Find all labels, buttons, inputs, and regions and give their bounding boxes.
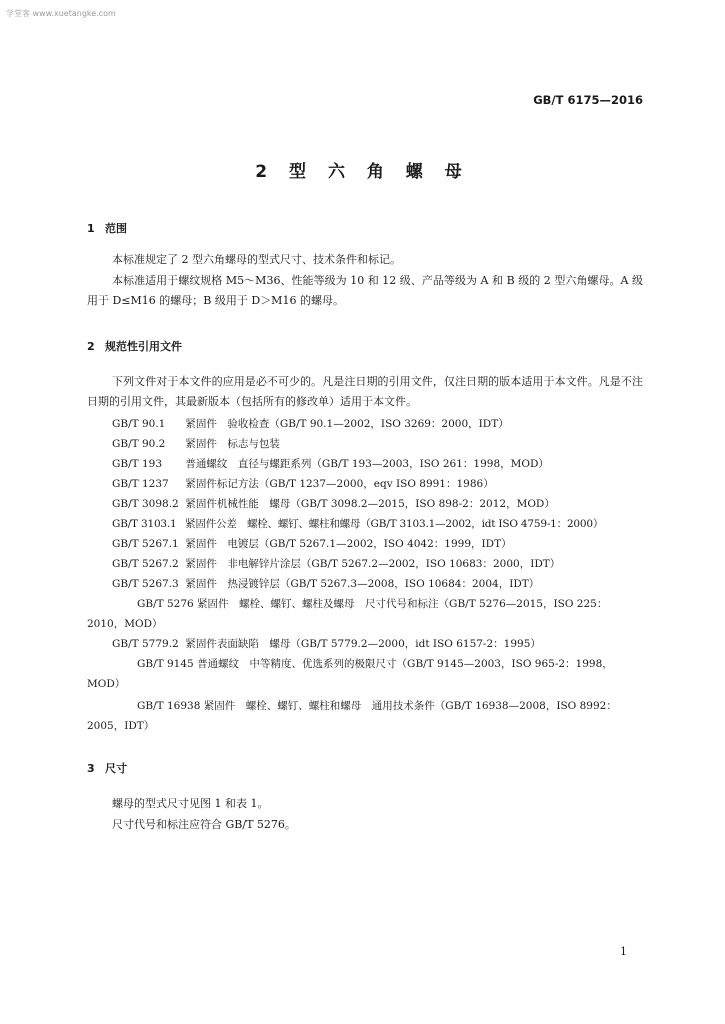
- reference-item: [112, 454, 643, 474]
- section-title: 尺寸: [105, 762, 127, 775]
- reference-code: GB/T 1237: [112, 478, 169, 490]
- section-title: 范围: [105, 222, 127, 235]
- dimensions-paragraph-1: 螺母的型式尺寸见图 1 和表 1。: [112, 797, 269, 810]
- section-number: 3: [87, 762, 95, 775]
- scope-paragraph-2: 本标准适用于螺纹规格 M5～M36、性能等级为 10 和 12 级、产品等级为 A 和 B 级的 2 型六角螺母。A 级用于 D≤M16 的螺母；B 级用于 D＞M16 的螺母。: [87, 274, 643, 307]
- section-2-heading: [87, 338, 182, 354]
- normative-intro: 下列文件对于本文件的应用是必不可少的。凡是注日期的引用文件，仅注日期的版本适用于本文件。凡是不注日期的引用文件，其最新版本（包括所有的修改单）适用于本文件。: [87, 375, 643, 408]
- reference-text: 普通螺纹 中等精度、优选系列的极限尺寸（GB/T 9145—2003，ISO 965-2：1998，MOD）: [87, 658, 613, 690]
- standard-number: GB/T 6175—2016: [533, 93, 643, 107]
- reference-text: 紧固件 验收检查（GB/T 90.1—2002，ISO 3269：2000，IDT）: [185, 418, 509, 430]
- reference-code: GB/T 16938: [137, 700, 201, 712]
- reference-text: 紧固件机械性能 螺母（GB/T 3098.2—2015，ISO 898-2：2012，MOD）: [185, 498, 555, 510]
- reference-item: [112, 574, 643, 594]
- reference-item: [112, 634, 643, 654]
- reference-item: [87, 654, 643, 694]
- reference-code: GB/T 9145: [137, 658, 194, 670]
- page-title: 2 型 六 角 螺 母: [255, 162, 470, 182]
- reference-code: GB/T 5779.2: [112, 638, 179, 650]
- section-number: 1: [87, 222, 95, 235]
- reference-item: [112, 474, 643, 494]
- reference-code: GB/T 90.2: [112, 438, 166, 450]
- reference-item: [87, 594, 643, 634]
- reference-item: [112, 554, 643, 574]
- reference-item: [112, 414, 643, 434]
- reference-text: 紧固件标记方法（GB/T 1237—2000，eqv ISO 8991：1986）: [185, 478, 494, 490]
- reference-code: GB/T 5276: [137, 598, 194, 610]
- reference-item: [112, 534, 643, 554]
- reference-text: 紧固件 螺栓、螺钉、螺柱和螺母 通用技术条件（GB/T 16938—2008，ISO 8992：2005，IDT）: [87, 700, 617, 732]
- reference-item: [112, 434, 643, 454]
- section-title: 规范性引用文件: [105, 340, 182, 353]
- reference-code: GB/T 3103.1: [112, 518, 177, 530]
- reference-item: [87, 696, 643, 736]
- section-number: 2: [87, 340, 95, 353]
- section-1-heading: [87, 220, 127, 236]
- reference-code: GB/T 5267.1: [112, 538, 179, 550]
- reference-text: 紧固件 非电解锌片涂层（GB/T 5267.2—2002，ISO 10683：2000，IDT）: [185, 558, 561, 570]
- reference-code: GB/T 5267.2: [112, 558, 179, 570]
- reference-text: 紧固件公差 螺栓、螺钉、螺柱和螺母（GB/T 3103.1—2002，idt ISO 4759-1：2000）: [185, 518, 604, 530]
- reference-text: 紧固件 标志与包装: [185, 438, 280, 450]
- watermark: 学堂客 www.xuetangke.com: [6, 9, 116, 18]
- reference-text: 普通螺纹 直径与螺距系列（GB/T 193—2003，ISO 261：1998，MOD）: [185, 458, 549, 470]
- reference-code: GB/T 3098.2: [112, 498, 179, 510]
- dimensions-paragraph-2: 尺寸代号和标注应符合 GB/T 5276。: [112, 818, 296, 831]
- reference-item: [112, 494, 643, 514]
- page-number: 1: [620, 945, 627, 958]
- scope-paragraph-1: 本标准规定了 2 型六角螺母的型式尺寸、技术条件和标记。: [112, 253, 401, 266]
- reference-code: GB/T 193: [112, 458, 163, 470]
- reference-item: [112, 514, 643, 534]
- reference-text: 紧固件 热浸镀锌层（GB/T 5267.3—2008，ISO 10684：2004，IDT）: [185, 578, 540, 590]
- reference-code: GB/T 90.1: [112, 418, 166, 430]
- reference-code: GB/T 5267.3: [112, 578, 179, 590]
- reference-text: 紧固件 电镀层（GB/T 5267.1—2002，ISO 4042：1999，IDT）: [185, 538, 512, 550]
- reference-text: 紧固件 螺栓、螺钉、螺柱及螺母 尺寸代号和标注（GB/T 5276—2015，ISO 225：2010，MOD）: [87, 598, 608, 630]
- section-3-heading: [87, 760, 127, 776]
- reference-text: 紧固件表面缺陷 螺母（GB/T 5779.2—2000，idt ISO 6157-2：1995）: [185, 638, 541, 650]
